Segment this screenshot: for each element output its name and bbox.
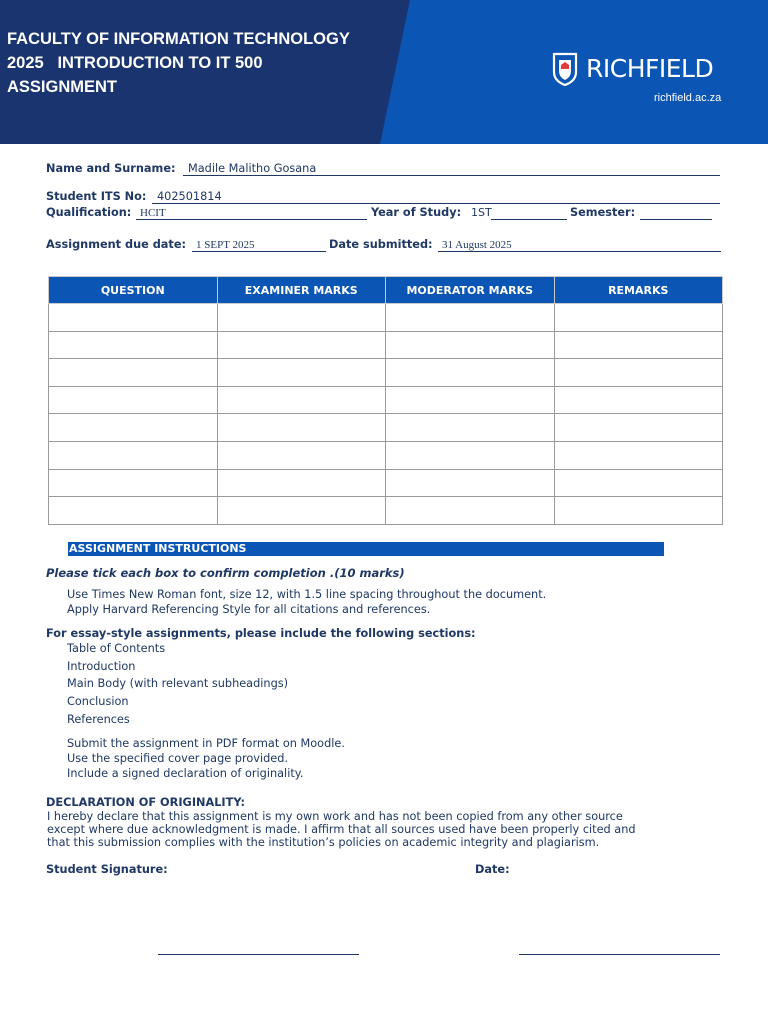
section-item: References [67, 713, 130, 726]
table-cell[interactable] [49, 304, 218, 332]
header-moderator-marks: MODERATOR MARKS [386, 277, 555, 304]
year-label: Year of Study: [371, 206, 462, 219]
table-cell[interactable] [217, 304, 386, 332]
tick-prompt: Please tick each box to confirm completion .(10 marks) [46, 566, 405, 580]
declaration-text [47, 810, 636, 849]
date-label: Date: [475, 863, 510, 876]
faculty-title: FACULTY OF INFORMATION TECHNOLOGY 2025 INTRODUCTION TO IT 500 ASSIGNMENT [7, 30, 350, 96]
logo-wordmark: RICHFIELD [586, 54, 714, 83]
table-cell[interactable] [217, 359, 386, 387]
name-label: Name and Surname: [46, 162, 176, 175]
name-value[interactable]: Madile Malitho Gosana [188, 162, 317, 175]
table-cell[interactable] [554, 414, 723, 442]
semester-underline [640, 219, 712, 220]
table-row [49, 441, 723, 469]
name-underline [183, 175, 720, 176]
table-row [49, 359, 723, 387]
marks-table-header [49, 277, 723, 304]
header-examiner-marks: EXAMINER MARKS [217, 277, 386, 304]
due-date-value[interactable]: 1 SEPT 2025 [196, 239, 255, 251]
signature-label: Student Signature: [46, 863, 168, 876]
table-cell[interactable] [554, 469, 723, 497]
table-cell[interactable] [554, 359, 723, 387]
shield-icon [552, 52, 578, 86]
table-cell[interactable] [386, 304, 555, 332]
table-cell[interactable] [49, 359, 218, 387]
date-submitted-value[interactable]: 31 August 2025 [442, 239, 512, 251]
richfield-logo [552, 52, 722, 88]
date-submitted-underline [438, 251, 721, 252]
section-item: Main Body (with relevant subheadings) [67, 677, 289, 690]
date-submitted-label: Date submitted: [329, 238, 433, 251]
submission-pdf: Submit the assignment in PDF format on Moodle. [67, 737, 345, 750]
table-cell[interactable] [217, 497, 386, 525]
due-date-label: Assignment due date: [46, 238, 187, 251]
table-cell[interactable] [386, 414, 555, 442]
page-header [0, 0, 768, 144]
declaration-heading: DECLARATION OF ORIGINALITY: [46, 796, 246, 809]
table-cell[interactable] [554, 386, 723, 414]
header-question: QUESTION [49, 277, 218, 304]
its-label: Student ITS No: [46, 190, 147, 203]
declaration-line: except where due acknowledgment is made. I affirm that all sources used have been properly cited and [47, 823, 636, 836]
table-row [49, 469, 723, 497]
instruction-font: Use Times New Roman font, size 12, with 1.5 line spacing throughout the document. [67, 588, 547, 601]
marks-table [48, 276, 723, 525]
table-cell[interactable] [386, 359, 555, 387]
table-cell[interactable] [49, 441, 218, 469]
table-cell[interactable] [49, 469, 218, 497]
instruction-referencing: Apply Harvard Referencing Style for all citations and references. [67, 603, 431, 616]
table-row [49, 304, 723, 332]
table-cell[interactable] [386, 441, 555, 469]
signature-line[interactable] [158, 954, 359, 955]
declaration-line: I hereby declare that this assignment is my own work and has not been copied from any other source [47, 810, 623, 823]
section-item: Introduction [67, 660, 136, 673]
table-cell[interactable] [217, 386, 386, 414]
table-cell[interactable] [49, 497, 218, 525]
instructions-heading-bar [68, 542, 664, 556]
table-cell[interactable] [217, 441, 386, 469]
table-cell[interactable] [386, 497, 555, 525]
table-cell[interactable] [217, 331, 386, 359]
semester-label: Semester: [570, 206, 636, 219]
table-cell[interactable] [386, 386, 555, 414]
table-row [49, 386, 723, 414]
table-cell[interactable] [217, 469, 386, 497]
website-url: richfield.ac.za [654, 92, 722, 104]
table-cell[interactable] [386, 469, 555, 497]
qualification-value[interactable]: HCIT [140, 207, 166, 219]
instructions-heading: ASSIGNMENT INSTRUCTIONS [69, 542, 247, 555]
its-value[interactable]: 402501814 [157, 190, 222, 203]
declaration-line: that this submission complies with the institution’s policies on academic integrity and plagiarism. [47, 836, 600, 849]
year-underline [491, 219, 567, 220]
year-value[interactable]: 1ST [471, 206, 492, 219]
section-item: Conclusion [67, 695, 129, 708]
table-cell[interactable] [554, 304, 723, 332]
table-cell[interactable] [554, 331, 723, 359]
table-row [49, 331, 723, 359]
date-line[interactable] [519, 954, 720, 955]
section-item: Table of Contents [67, 642, 166, 655]
its-underline [152, 203, 720, 204]
table-cell[interactable] [49, 386, 218, 414]
table-cell[interactable] [49, 331, 218, 359]
submission-cover: Use the specified cover page provided. [67, 752, 288, 765]
submission-declaration: Include a signed declaration of originality. [67, 767, 304, 780]
table-cell[interactable] [49, 414, 218, 442]
table-row [49, 414, 723, 442]
header-remarks: REMARKS [554, 277, 723, 304]
due-date-underline [192, 251, 326, 252]
qualification-label: Qualification: [46, 206, 132, 219]
essay-heading: For essay-style assignments, please include the following sections: [46, 627, 476, 640]
table-cell[interactable] [554, 441, 723, 469]
qualification-underline [136, 219, 367, 220]
table-cell[interactable] [554, 497, 723, 525]
table-cell[interactable] [386, 331, 555, 359]
table-cell[interactable] [217, 414, 386, 442]
table-row [49, 497, 723, 525]
